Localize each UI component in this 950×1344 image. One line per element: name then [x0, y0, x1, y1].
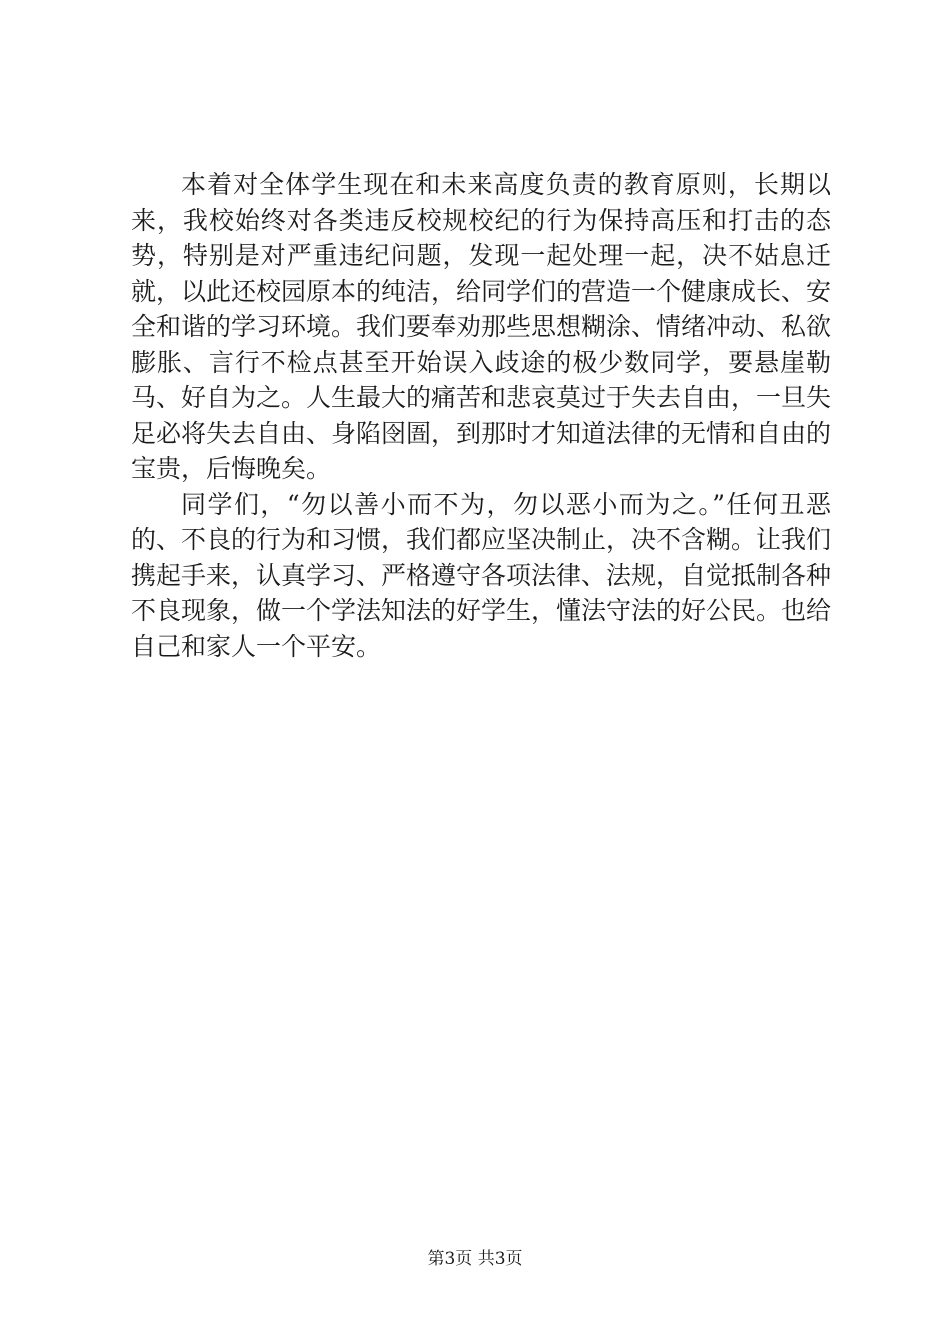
page-footer: 第3页 共3页 [427, 1249, 523, 1269]
document-body [131, 167, 831, 664]
body-paragraph-2: 同学们，“勿以善小而不为，勿以恶小而为之。”任何丑恶的、不良的行为和习惯，我们都应坚决制止，决不含糊。让我们携起手来，认真学习、严格遵守各项法律、法规，自觉抵制各种不良现象，做一个学法知法的好学生，懂法守法的好公民。也给自己和家人一个平安。 [131, 489, 832, 661]
body-paragraph-1: 本着对全体学生现在和未来高度负责的教育原则，长期以来，我校始终对各类违反校规校纪的行为保持高压和打击的态势，特别是对严重违纪问题，发现一起处理一起，决不姑息迁就，以此还校园原本的纯洁，给同学们的营造一个健康成长、安全和谐的学习环境。我们要奉劝那些思想糊涂、情绪冲动、私欲膨胀、言行不检点甚至开始误入歧途的极少数同学，要悬崖勒马、好自为之。人生最大的痛苦和悲哀莫过于失去自由，一旦失足必将失去自由、身陷囹圄，到那时才知道法律的无情和自由的宝贵，后悔晚矣。 [131, 170, 832, 483]
